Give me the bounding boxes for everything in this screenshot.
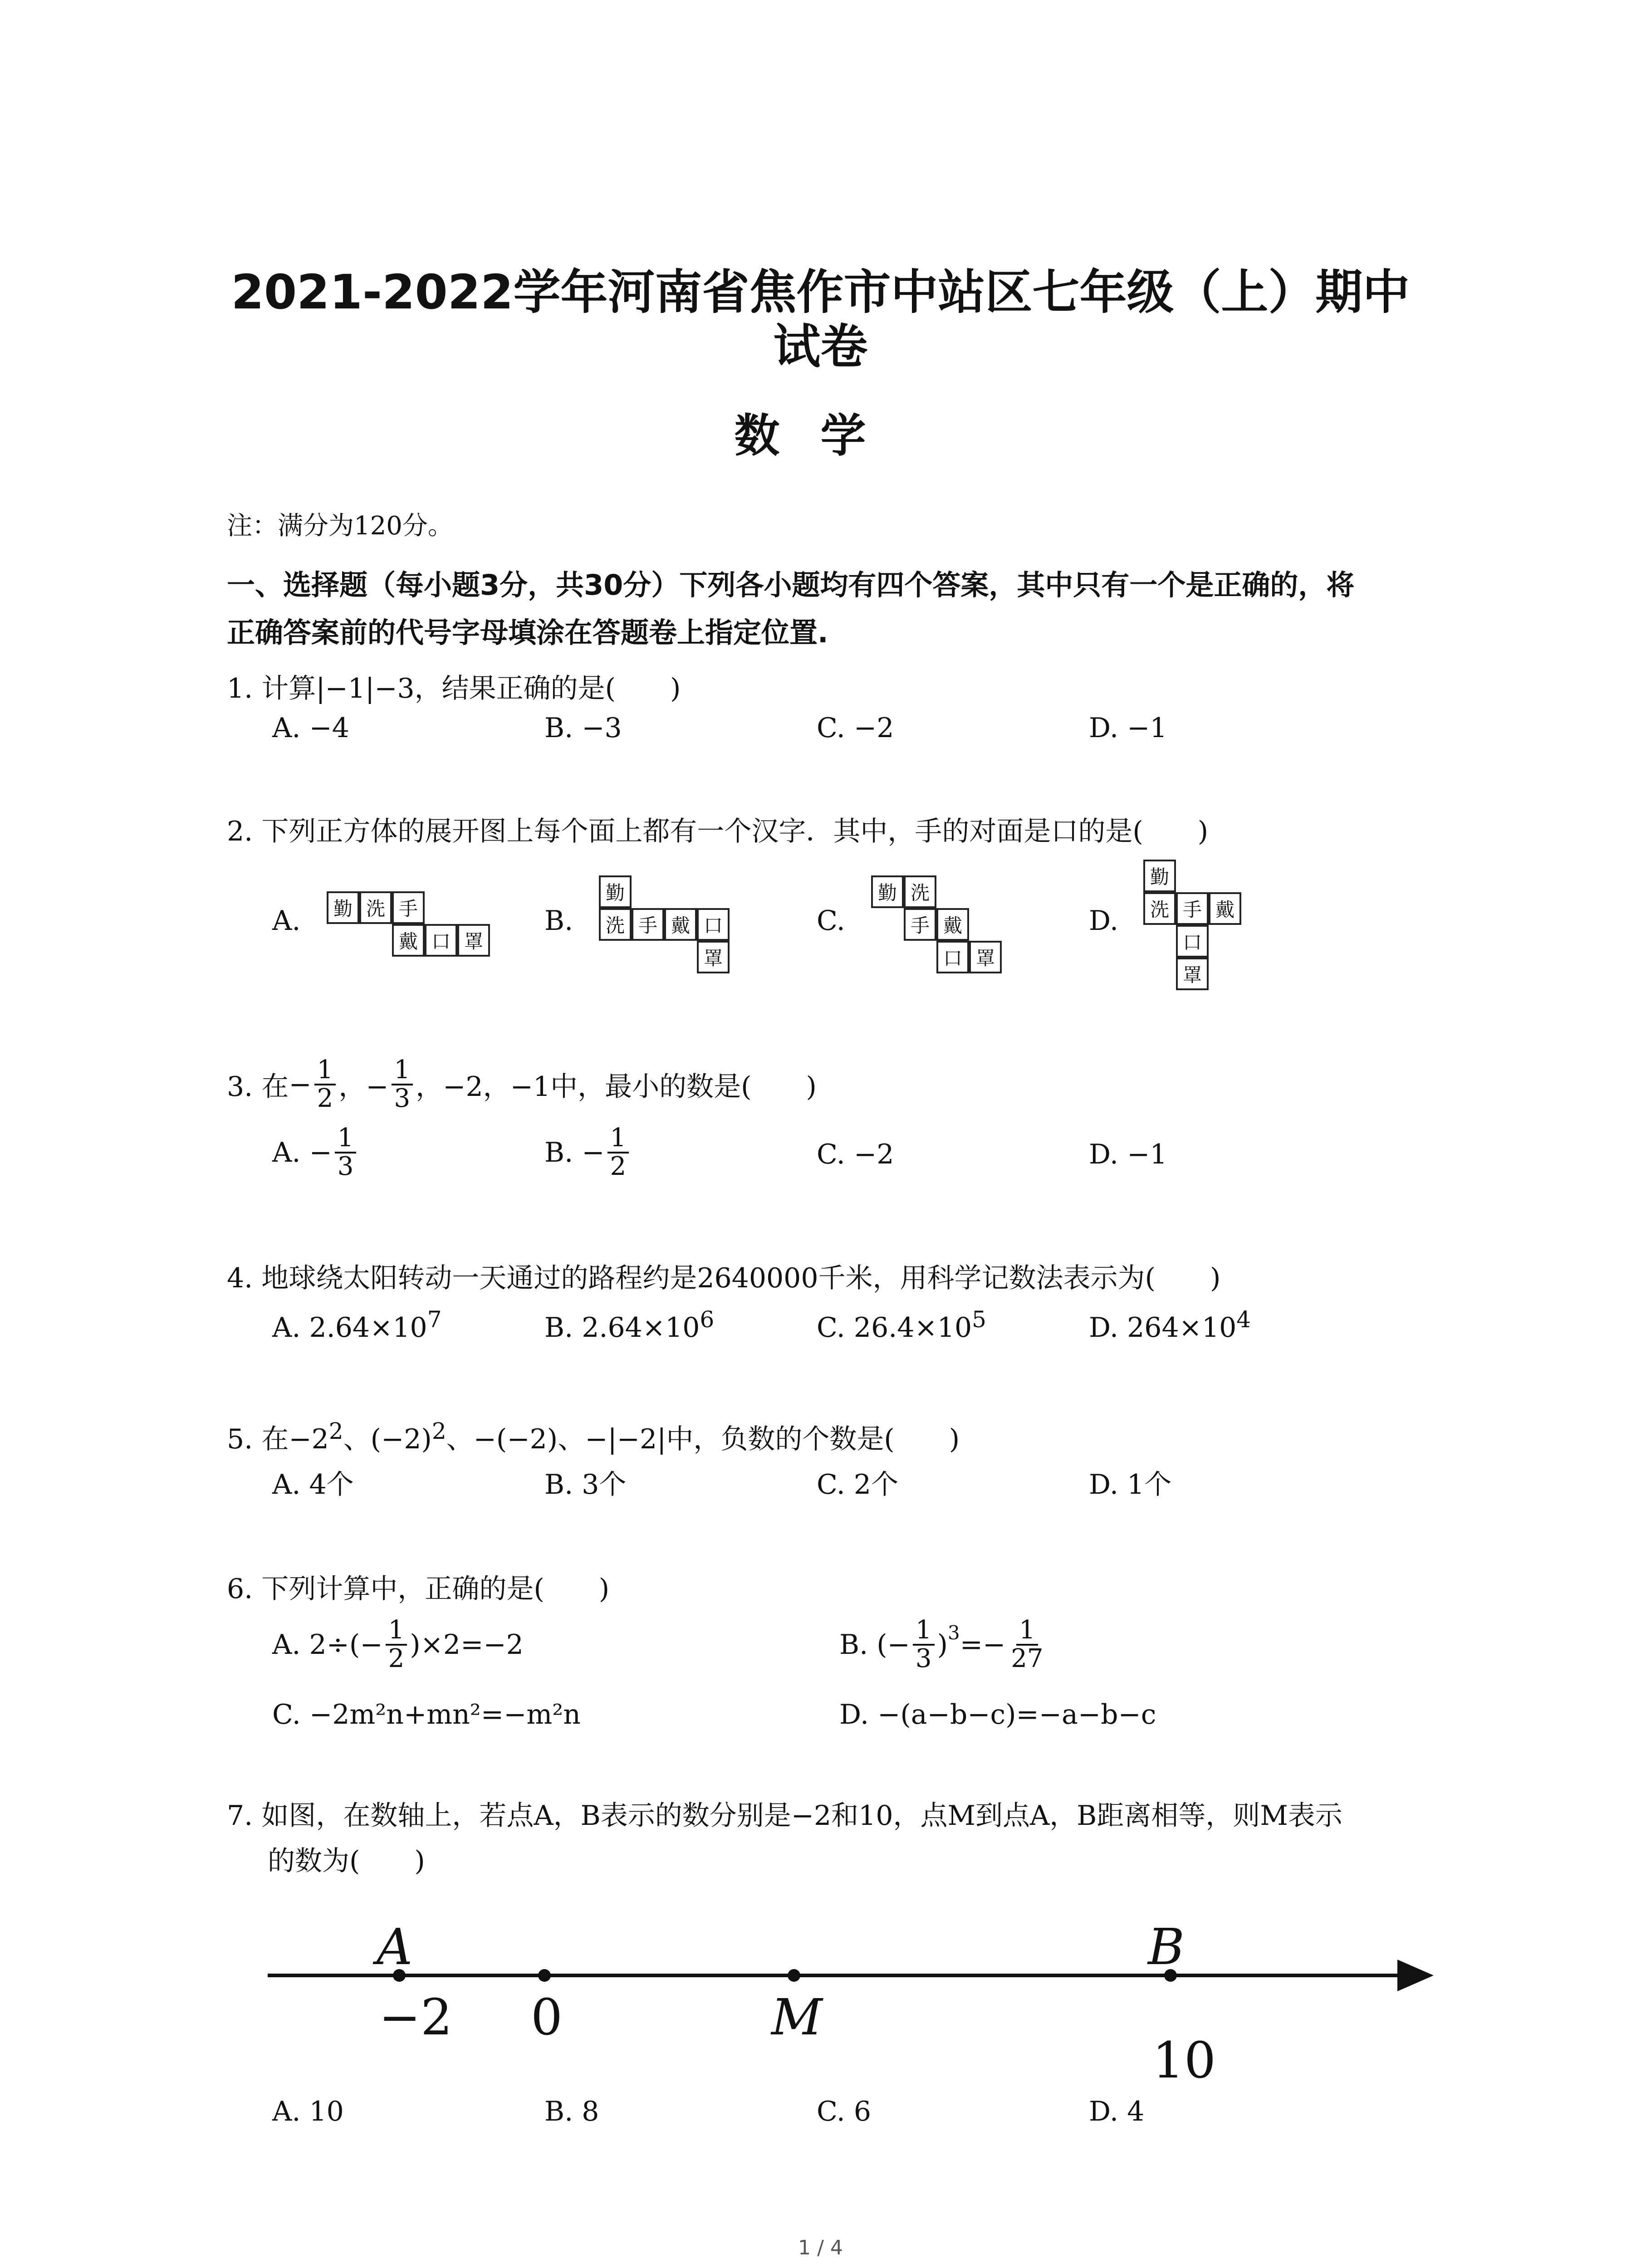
- net-face: 手: [904, 908, 936, 941]
- q2-option-a-label[interactable]: A.: [272, 905, 301, 937]
- net-face: 勤: [1143, 860, 1176, 892]
- net-face: 戴: [1209, 892, 1241, 925]
- q7-stem-line-2: 的数为( ): [268, 1845, 425, 1877]
- q1-option-a[interactable]: A. −4: [272, 712, 349, 744]
- label-point-a: A: [377, 1918, 413, 1976]
- tick-label-a: −2: [379, 1988, 453, 2046]
- q5-option-c[interactable]: C. 2个: [817, 1469, 899, 1501]
- q4-option-d[interactable]: D. $264\times 10^4$: [1089, 1306, 1251, 1344]
- net-face: 戴: [936, 908, 969, 941]
- tick-label-b: 10: [1152, 2031, 1216, 2089]
- q1-option-b[interactable]: B. −3: [544, 712, 622, 744]
- net-face: 手: [1176, 892, 1209, 925]
- net-face: 罩: [969, 941, 1002, 973]
- q1-option-d[interactable]: D. −1: [1089, 712, 1167, 744]
- q5-option-b[interactable]: B. 3个: [544, 1469, 627, 1501]
- q3-fraction-1: $\frac{1}{2}$: [314, 1057, 336, 1112]
- net-face: 罩: [1176, 958, 1209, 990]
- net-face: 口: [697, 908, 730, 941]
- net-face: 勤: [327, 891, 359, 924]
- label-point-b: B: [1148, 1918, 1185, 1976]
- q6-stem: 6. 下列计算中，正确的是( ): [227, 1573, 610, 1605]
- q1-stem: 1. 计算|−1|−3，结果正确的是( ): [227, 673, 681, 704]
- net-face: 手: [392, 891, 425, 924]
- q1-option-c[interactable]: C. −2: [817, 712, 894, 744]
- net-face: 戴: [392, 924, 425, 957]
- q6-option-a[interactable]: A. 2÷(− $\frac{1}{2}$ )×2=−2: [272, 1615, 524, 1673]
- q3-option-b[interactable]: B. − $\frac{1}{2}$: [544, 1125, 632, 1180]
- q5-stem: 5. 在$-2^2$、$(-2)^2$、−(−2)、−|−2|中，负数的个数是( ): [227, 1418, 960, 1455]
- section-1-instructions-line-1: 一、选择题（每小题3分，共30分）下列各小题均有四个答案，其中只有一个是正确的，将: [227, 568, 1355, 601]
- title-line-2: 试卷: [773, 319, 868, 374]
- q4-option-c[interactable]: C. $26.4\times 10^5$: [817, 1306, 986, 1344]
- title-line-1: 2021-2022学年河南省焦作市中站区七年级（上）期中: [231, 264, 1410, 320]
- q4-option-a[interactable]: A. $2.64\times 10^7$: [272, 1306, 442, 1344]
- q3-prefix: 3. 在: [227, 1070, 289, 1103]
- q2-option-b-label[interactable]: B.: [544, 905, 573, 937]
- q6-option-b[interactable]: B. (− $\frac{1}{3}$ ) $^3$ =− $\frac{1}{27}$: [839, 1615, 1043, 1673]
- net-face: 口: [1176, 925, 1209, 958]
- net-face: 洗: [599, 908, 632, 941]
- net-face: 口: [425, 924, 457, 957]
- net-face: 勤: [599, 875, 632, 908]
- q5-option-a[interactable]: A. 4个: [272, 1469, 354, 1501]
- q3-neg: −: [289, 1068, 312, 1100]
- q3-option-d[interactable]: D. −1: [1089, 1139, 1167, 1170]
- q4-option-b[interactable]: B. $2.64\times 10^6$: [544, 1306, 715, 1344]
- subject-heading: 数学: [734, 409, 907, 462]
- q6-option-c[interactable]: C. −2m²n+mn²=−m²n: [272, 1699, 581, 1730]
- q7-option-d[interactable]: D. 4: [1089, 2096, 1145, 2127]
- q3-mid: ，−: [338, 1070, 389, 1103]
- section-1-instructions-line-2: 正确答案前的代号字母填涂在答题卷上指定位置.: [227, 616, 828, 649]
- net-face: 勤: [871, 875, 904, 908]
- q3-suffix: ，−2，−1中，最小的数是( ): [416, 1070, 817, 1103]
- q2-option-c-label[interactable]: C.: [817, 905, 845, 937]
- q3-option-a[interactable]: A. − $\frac{1}{3}$: [272, 1125, 359, 1180]
- net-face: 罩: [457, 924, 490, 957]
- net-face: 口: [936, 941, 969, 973]
- tick-label-0: 0: [531, 1988, 563, 2046]
- q6-option-d[interactable]: D. −(a−b−c)=−a−b−c: [839, 1699, 1156, 1730]
- label-point-m: M: [771, 1988, 823, 2046]
- score-note: 注：满分为120分。: [227, 511, 453, 541]
- q5-option-d[interactable]: D. 1个: [1089, 1469, 1172, 1501]
- q3-option-c[interactable]: C. −2: [817, 1139, 894, 1170]
- net-face: 洗: [1143, 892, 1176, 925]
- number-line-arrow-icon: [1397, 1960, 1434, 1991]
- page-number: 1 / 4: [798, 2236, 843, 2259]
- net-face: 洗: [904, 875, 936, 908]
- q2-option-d-label[interactable]: D.: [1089, 905, 1119, 937]
- point-m-dot: [788, 1969, 800, 1982]
- net-face: 罩: [697, 941, 730, 973]
- point-0-dot: [538, 1969, 551, 1982]
- q7-option-a[interactable]: A. 10: [272, 2096, 344, 2127]
- q2-stem: 2. 下列正方体的展开图上每个面上都有一个汉字．其中，手的对面是口的是( ): [227, 816, 1209, 847]
- q3-fraction-2: $\frac{1}{3}$: [392, 1057, 413, 1112]
- net-face: 洗: [359, 891, 392, 924]
- q7-option-c[interactable]: C. 6: [817, 2096, 872, 2127]
- q4-stem: 4. 地球绕太阳转动一天通过的路程约是2640000千米，用科学记数法表示为( ): [227, 1262, 1221, 1294]
- q7-stem-line-1: 7. 如图，在数轴上，若点A，B表示的数分别是−2和10，点M到点A，B距离相等，则M表示: [227, 1800, 1342, 1832]
- q7-option-b[interactable]: B. 8: [544, 2096, 599, 2127]
- net-face: 手: [632, 908, 664, 941]
- net-face: 戴: [664, 908, 697, 941]
